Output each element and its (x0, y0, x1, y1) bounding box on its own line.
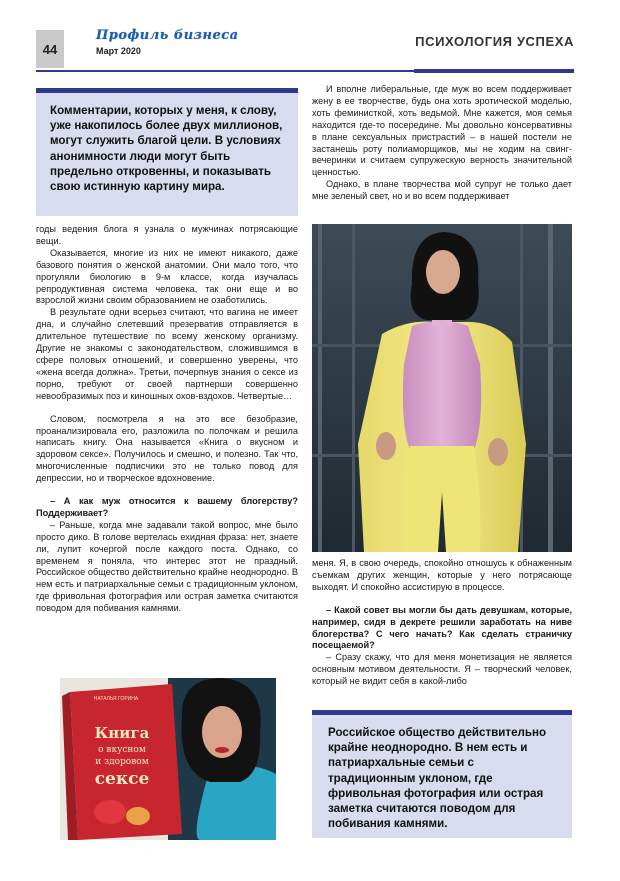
paragraph: Словом, посмотрела я на это все безобразие, проанализировала его, разложила по полочкам и решила написать книгу. Она называется «Книга о вкусном и здоровом сексе». Получилось и смешно, и полезно. Так что, многочисленные подписчики это не только повод для депрессии, но и творческое вдохновение. (36, 413, 298, 484)
right-column-bottom (312, 558, 572, 688)
section-title: ПСИХОЛОГИЯ УСПЕХА (415, 34, 574, 49)
paragraph: Оказывается, многие из них не имеют никакого, даже базового понятия о женской анатомии. Они мало того, что прогуляли биологию в 9-м классе, когда изучалась репродуктивная система человека, так они еще и во взрослой жизни своим образованием не озаботились. (36, 247, 298, 306)
book-title-line: Книга (94, 724, 150, 742)
book-title-line: и здоровом (95, 757, 149, 767)
paragraph: – Сразу скажу, что для меня монетизация не является основным мотивом деятельности. Я – творческий человек, который не видит себя в какой-либо (312, 652, 572, 687)
interview-question: – А как муж относится к вашему блогерству? Поддерживает? (36, 496, 298, 518)
book-photo-image (60, 678, 276, 840)
header-rule (36, 70, 574, 72)
paragraph: И вполне либеральные, где муж во всем поддерживает жену в ее творчестве, будь она хоть эротической моделью, хоть феминисткой, хоть ведьмой. Мне кажется, моя семья находится где-то посередине. Мы довольно консервативны в плане сексуальных пристрастий – в нашей постели не застанешь роту полиаморщиков, мы не ходим на свинг-вечеринки и считаем супружескую верность значительной ценностью. (312, 84, 572, 178)
pull-quote-top (36, 88, 298, 216)
interview-question: – Какой совет вы могли бы дать девушкам, которые, например, сидя в декрете решили заработать на ниве блогерства? С чего начать? Как сделать страничку посещаемой? (312, 604, 572, 651)
pull-quote-top-text: Комментарии, которых у меня, к слову, уже накопилось более двух миллионов, могут служить благой цели. В условиях анонимности люди могут быть предельно откровенны, и показывать свою истинную картину мира. (50, 104, 283, 194)
pull-quote-bottom-text: Российское общество действительно крайне неоднородно. В нем есть и патриархальные семьи с традиционным уклоном, где фривольная фотография или острая заметка считаются поводом для побивания камнями. (328, 726, 547, 831)
magazine-title: Профиль бизнеса (96, 28, 239, 43)
book-title-line: сексе (94, 769, 150, 789)
book-author: НАТАЛЬЯ ГОРИНА (93, 696, 139, 702)
paragraph: годы ведения блога я узнала о мужчинах потрясающие вещи. (36, 224, 298, 246)
issue-date: Март 2020 (96, 46, 141, 56)
paragraph: Однако, в плане творчества мой супруг не только дает мне зеленый свет, но и во всем поддерживает (312, 179, 572, 202)
paragraph: меня. Я, в свою очередь, спокойно отношусь к обнаженным съемкам других женщин, которые у него потрясающе выходят. И спокойно ассистирую в процессе. (312, 558, 572, 592)
paragraph: – Раньше, когда мне задавали такой вопрос, мне было просто дико. В голове вертелась ехидная фраза: нет, знаете ли, лупит кочергой после каждого поста. Однако, со временем я поняла, что интерес этот не праздный. Российское общество действительно крайне неоднородно. В нем есть и патриархальные семьи с традиционным уклоном, где фривольная фотография или острая заметка считаются поводом для побивания камнями. (36, 519, 298, 614)
book-photo (60, 678, 276, 840)
page-number: 44 (36, 30, 64, 68)
book-title-line: о вкусном (98, 745, 146, 755)
author-photo (312, 224, 572, 552)
author-photo-image (312, 224, 572, 552)
paragraph: В результате одни всерьез считают, что вагина не имеет дна, и случайно слетевший презерватив отправляется в длительное путешествие по всему женскому организму. Другие не знакомы с законодательством, сложившимся в сфере половых отношений, и совершенно уверены, что «жена всегда должна». Третьи, почерпнув знания о сексе из порно, требуют от своей партнерши совершенно невообразимых поз и киношных охов-вздохов. Четвертые… (36, 307, 298, 401)
right-column-top (312, 84, 572, 203)
left-column (36, 224, 298, 615)
pull-quote-bottom (312, 710, 572, 838)
